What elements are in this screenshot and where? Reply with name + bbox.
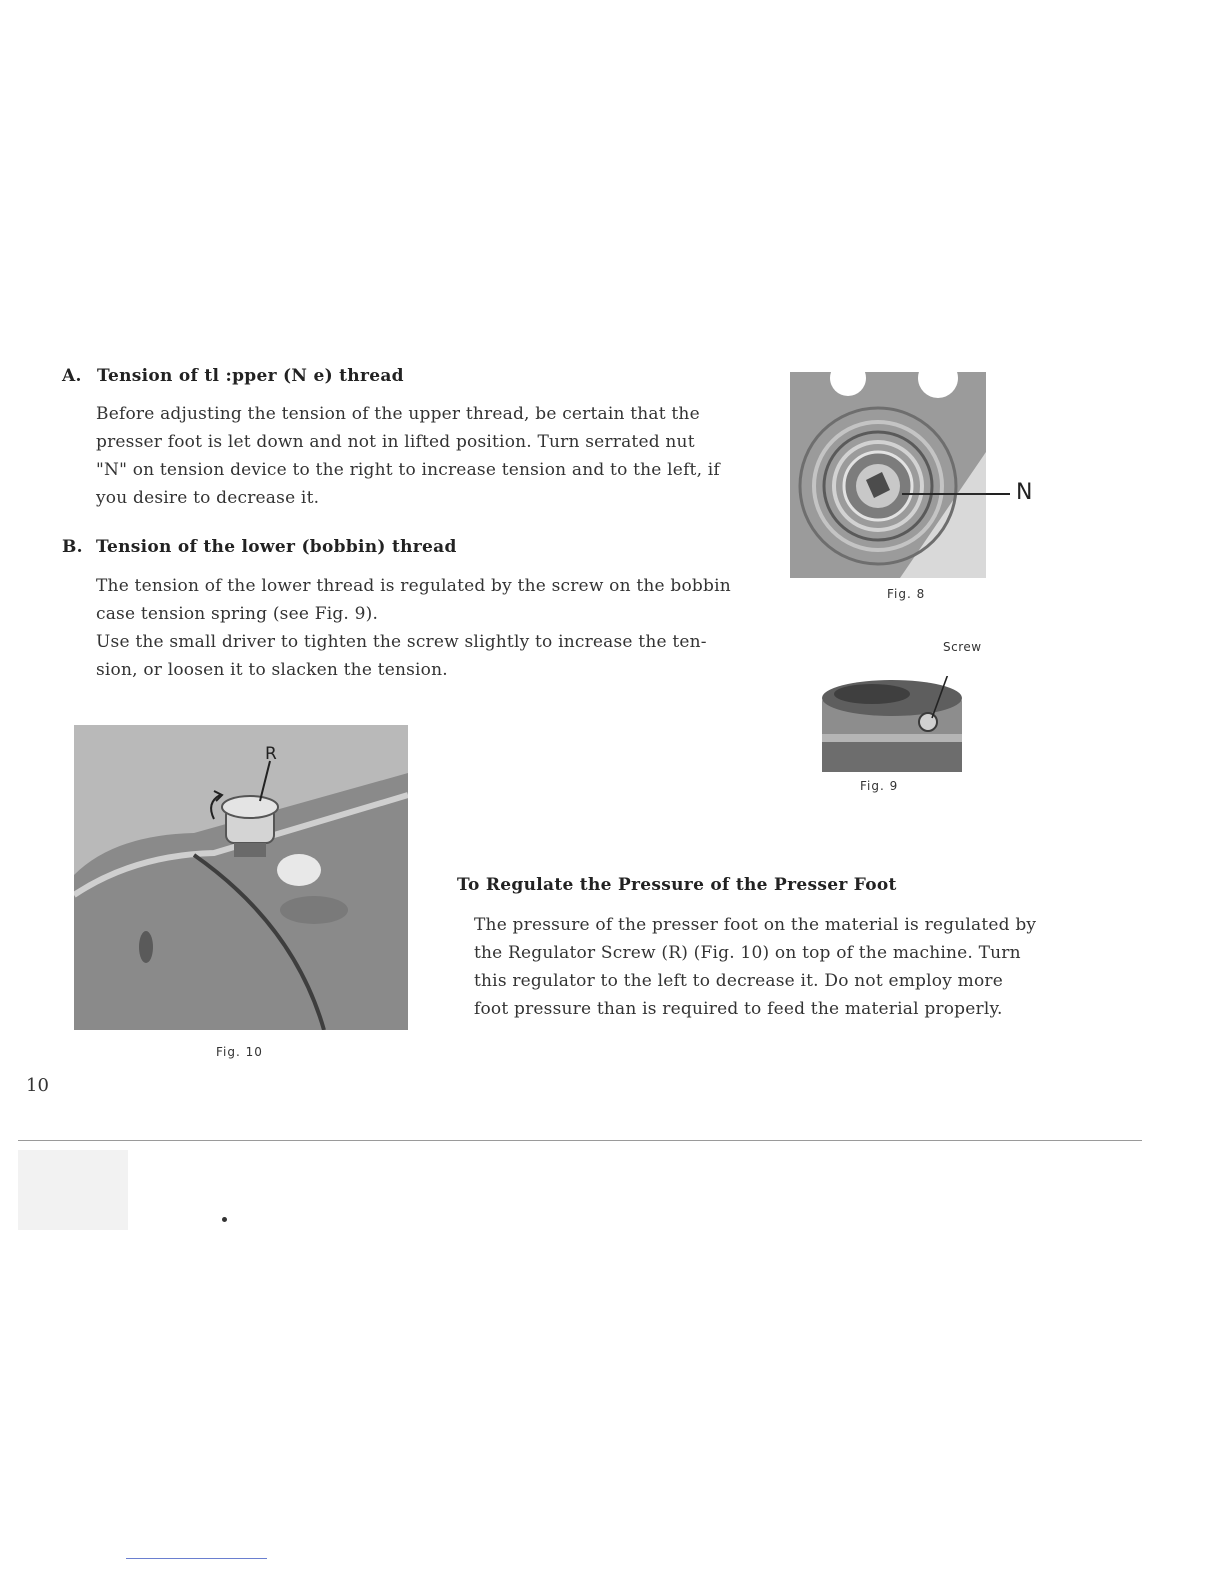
section-c-line: the Regulator Screw (R) (Fig. 10) on top of the machine. Turn: [474, 943, 1021, 963]
link-underline: [126, 1558, 267, 1559]
fig-8-label-n: N: [1016, 480, 1033, 505]
section-c-title: To Regulate the Pressure of the Presser Foot: [457, 875, 897, 895]
scan-dot: [222, 1217, 227, 1222]
section-c-body: [474, 911, 1042, 1023]
section-b-body: [96, 572, 736, 684]
fig-8-caption: Fig. 8: [887, 587, 926, 601]
fig-9-caption: Fig. 9: [860, 779, 899, 793]
fig-10-drawing: [74, 725, 408, 1030]
section-b-marker: B.: [62, 537, 83, 557]
fig-10-label-r: R: [265, 744, 277, 764]
fig-9-label-screw: Screw: [943, 640, 982, 654]
fig-9-photo: [820, 676, 964, 772]
section-a-line: presser foot is let down and not in lifted position. Turn serrated nut: [96, 432, 695, 452]
section-b-line: The tension of the lower thread is regulated by the screw on the bobbin: [96, 576, 731, 596]
section-a-line: you desire to decrease it.: [96, 488, 320, 508]
section-a-title: Tension of tl :pper (N e) thread: [97, 366, 404, 386]
section-b-title: Tension of the lower (bobbin) thread: [96, 537, 457, 557]
scan-edge-line: [18, 1140, 1142, 1141]
section-a-body: [96, 400, 732, 512]
fig-10-caption: Fig. 10: [216, 1045, 263, 1059]
section-b-line: case tension spring (see Fig. 9).: [96, 604, 379, 624]
section-a-marker: A.: [62, 366, 82, 386]
fig-8-photo: [790, 372, 986, 578]
fig-10-photo: [74, 725, 408, 1030]
section-b-line: sion, or loosen it to slacken the tension.: [96, 660, 448, 680]
fig-8-leader-line: [986, 493, 1010, 495]
section-c-line: foot pressure than is required to feed the material properly.: [474, 999, 1003, 1019]
scan-noise: [18, 1150, 128, 1230]
section-b-line: Use the small driver to tighten the screw slightly to increase the ten-: [96, 632, 707, 652]
section-a-line: "N" on tension device to the right to increase tension and to the left, if: [96, 460, 720, 480]
fig-8-drawing: [790, 372, 986, 578]
section-c-line: this regulator to the left to decrease it. Do not employ more: [474, 971, 1003, 991]
section-a-line: Before adjusting the tension of the upper thread, be certain that the: [96, 404, 700, 424]
page-number: 10: [26, 1075, 49, 1096]
section-c-line: The pressure of the presser foot on the material is regulated by: [474, 915, 1037, 935]
fig-9-drawing: [820, 676, 964, 772]
